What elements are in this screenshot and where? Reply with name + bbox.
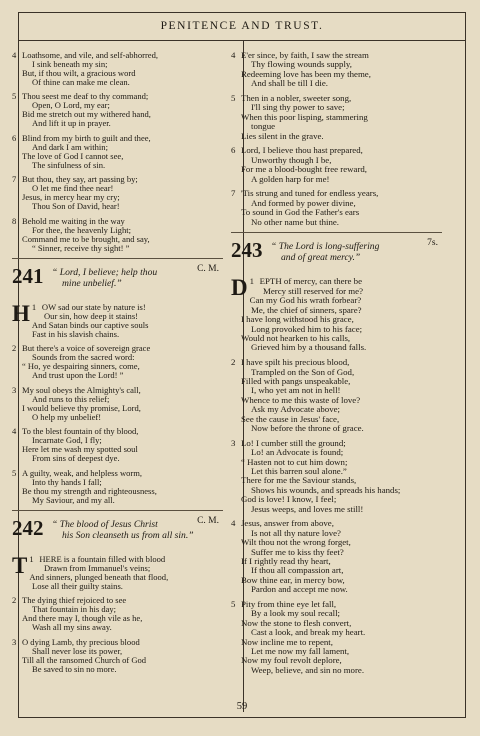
verse-text: I, who yet am not in hell! <box>251 385 341 396</box>
verse-text: And shall be till I die. <box>251 78 328 89</box>
verse-text: Shows his wounds, and spreads his hands; <box>251 484 401 495</box>
verse-text: For thee, the heavenly Light; <box>32 224 131 235</box>
verse-line <box>231 132 442 141</box>
verse-text: A guilty, weak, and helpless worm, <box>22 467 143 478</box>
verse-text: Bid me stretch out my withered hand, <box>22 109 151 120</box>
verse-text: That fountain in his day; <box>32 604 117 615</box>
verse-text: Be thou my strength and righteousness, <box>22 485 157 496</box>
hymn-243 <box>231 239 442 675</box>
verse-line <box>12 202 223 211</box>
verse-text: I sink beneath my sin; <box>32 59 108 69</box>
right-continued-stanzas <box>231 51 442 227</box>
hymn-number: 242 <box>12 515 44 540</box>
drop-cap: T <box>12 552 28 578</box>
stanza <box>12 596 223 632</box>
hymn-243-stanzas <box>231 277 442 675</box>
verse-line <box>231 505 442 514</box>
verse-text: And there may I, though vile as he, <box>22 613 143 624</box>
verse-text: Now before the throne of grace. <box>251 422 364 433</box>
verse-text: Till all the ransomed Church of God <box>22 654 147 665</box>
hymn-separator <box>231 232 442 233</box>
page-number: 59 <box>236 701 248 712</box>
stanza <box>231 277 442 352</box>
verse-text: O let me find thee near! <box>32 183 114 194</box>
verse-text: I would believe thy promise, Lord, <box>22 402 141 413</box>
hymn-241 <box>12 265 223 505</box>
verse-text: 'Tis strung and tuned for endless years, <box>241 188 379 199</box>
stanza <box>12 134 223 170</box>
stanza-number: 3 <box>12 636 17 647</box>
verse-text: Trampled on the Son of God, <box>251 366 355 377</box>
hymn-number: 241 <box>12 263 44 288</box>
verse-text: Bow thine ear, in mercy bow, <box>241 574 345 585</box>
stanza-number: 2 <box>12 343 17 354</box>
hymn-subtitle: “ The blood of Jesus Christ his Son cleanseth us from all sin.” <box>52 518 194 541</box>
verse-text: Drawn from Immanuel's veins; <box>44 562 151 573</box>
verse-text: Open, O Lord, my ear; <box>32 100 110 111</box>
verse-text: But thou, they say, art passing by; <box>22 174 138 185</box>
hymn-242-heading <box>12 517 223 551</box>
stanza-number: 1 <box>31 301 37 312</box>
stanza <box>12 469 223 505</box>
verse-text: Jesus weeps, and loves me still! <box>251 503 364 514</box>
verse-text: Lo! an Advocate is found; <box>251 447 344 458</box>
verse-text: Command me to be brought, and say, <box>22 233 150 244</box>
verse-text: tongue <box>251 121 276 132</box>
stanza <box>12 344 223 380</box>
stanza-number: 4 <box>12 426 17 437</box>
verse-text: Grieved him by a thousand falls. <box>251 342 367 353</box>
stanza-number: 5 <box>231 599 236 610</box>
stanza-number: 5 <box>231 93 236 104</box>
hymn-subtitle: “ The Lord is long-suffering and of great mercy.” <box>271 241 380 264</box>
verse-text: Our sin, how deep it stains! <box>44 310 139 321</box>
verse-text: Of thine can make me clean. <box>32 77 130 87</box>
verse-text: Then in a nobler, sweeter song, <box>241 93 352 104</box>
verse-line <box>231 666 442 675</box>
stanza-number: 2 <box>12 595 17 606</box>
verse-text: Behold me waiting in the way <box>22 215 125 226</box>
verse-line <box>12 413 223 422</box>
verse-text: Filled with pangs unspeakable, <box>241 375 351 386</box>
verse-text: The dying thief rejoiced to see <box>22 595 127 606</box>
page-header <box>19 13 465 41</box>
verse-text: When this poor lisping, stammering <box>241 111 368 122</box>
verse-text: And dark I am within; <box>32 141 108 152</box>
verse-text: E'er since, by faith, I saw the stream <box>241 50 369 60</box>
verse-line <box>12 454 223 463</box>
verse-text: Blind from my birth to guilt and thee, <box>22 132 151 143</box>
verse-text: If thou all compassion art, <box>251 565 344 576</box>
verse-text: Here let me wash my spotted soul <box>22 444 138 455</box>
stanza-number: 6 <box>231 145 236 156</box>
verse-text: My Saviour, and my all. <box>32 494 115 505</box>
verse-text: O help my unbelief! <box>32 411 102 422</box>
stanza-number: 7 <box>12 174 17 185</box>
verse-line <box>12 371 223 380</box>
verse-text: Cast a look, and break my heart. <box>251 627 366 638</box>
verse-text: Thy flowing wounds supply, <box>251 59 352 70</box>
stanza <box>231 146 442 184</box>
verse-text: A golden harp for me! <box>251 173 330 184</box>
stanza-number: 1 <box>249 276 255 287</box>
verse-text: The sinfulness of sin. <box>32 159 106 170</box>
verse-text: But, if thou wilt, a gracious word <box>22 68 136 78</box>
hymn-242-stanzas <box>12 552 223 674</box>
stanza <box>231 439 442 514</box>
stanza <box>12 217 223 253</box>
verse-text: There for me the Saviour stands, <box>241 475 357 486</box>
verse-text: Sounds from the sacred word: <box>32 352 135 363</box>
stanza <box>12 175 223 211</box>
verse-text: Into thy hands I fall; <box>32 476 102 487</box>
verse-text: OW sad our state by nature is! <box>41 301 146 312</box>
stanza-number: 5 <box>12 467 17 478</box>
verse-text: To sound in God the Father's ears <box>241 207 360 218</box>
hymn-number: 243 <box>231 238 263 263</box>
verse-line <box>12 496 223 505</box>
stanza-number: 3 <box>12 384 17 395</box>
verse-text: EPTH of mercy, can there be <box>259 276 363 287</box>
verse-text: “ Hasten not to cut him down; <box>241 456 348 467</box>
hymn-241-heading <box>12 265 223 299</box>
hymn-separator <box>12 258 223 259</box>
verse-text: Let me now my fall lament, <box>251 646 350 657</box>
hymn-242 <box>12 517 223 674</box>
verse-text: Unworthy though I be, <box>251 154 332 165</box>
stanza <box>12 386 223 422</box>
verse-text: No other name but thine. <box>251 216 340 227</box>
verse-text: Now the stone to flesh convert, <box>241 617 352 628</box>
verse-text: I'll sing thy power to save; <box>251 102 345 113</box>
verse-text: My soul obeys the Almighty's call, <box>22 384 141 395</box>
verse-line <box>12 244 223 253</box>
stanza-number: 7 <box>231 188 236 199</box>
verse-text: To the blest fountain of thy blood, <box>22 426 139 437</box>
verse-text: And trust upon the Lord! ” <box>32 370 124 381</box>
verse-text: Whence to me this waste of love? <box>241 394 361 405</box>
stanza <box>12 51 223 87</box>
verse-text: HERE is a fountain filled with blood <box>39 553 166 564</box>
stanza-number: 5 <box>12 91 17 102</box>
verse-text: See the cause in Jesus' face, <box>241 413 340 424</box>
verse-text: And lift it up in prayer. <box>32 118 111 129</box>
verse-text: Me, the chief of sinners, spare? <box>251 304 362 315</box>
stanza-number: 8 <box>12 215 17 226</box>
verse-text: And sinners, plunged beneath that flood, <box>29 571 169 582</box>
verse-text: Let this barren soul alone.” <box>251 465 347 476</box>
verse-text: Ask my Advocate above; <box>251 404 340 415</box>
hymn-separator <box>12 510 223 511</box>
section-title: PENITENCE AND TRUST. <box>160 20 324 32</box>
verse-line <box>12 161 223 170</box>
verse-text: “ Ho, ye despairing sinners, come, <box>22 361 140 372</box>
left-continued-stanzas <box>12 51 223 253</box>
verse-text: “ Sinner, receive thy sight! ” <box>32 242 130 253</box>
stanza <box>12 638 223 674</box>
stanza <box>12 552 223 591</box>
verse-text: Lord, I believe thou hast prepared, <box>241 145 363 156</box>
verse-line <box>12 582 223 591</box>
verse-text: Pity from thine eye let fall, <box>241 599 337 610</box>
hymn-243-heading <box>231 239 442 273</box>
stanza <box>12 427 223 463</box>
verse-text: Would not hearken to his calls, <box>241 332 351 343</box>
verse-text: Fast in his slavish chains. <box>32 328 120 339</box>
verse-text: And formed by power divine, <box>251 197 356 208</box>
verse-text: Wash all my sins away. <box>32 622 112 633</box>
verse-line <box>231 175 442 184</box>
verse-text: If I rightly read thy heart, <box>241 556 331 567</box>
hymn-subtitle: “ Lord, I believe; help thou mine unbelief.” <box>52 266 158 289</box>
verse-line <box>12 119 223 128</box>
verse-text: Pardon and accept me now. <box>251 584 348 595</box>
verse-text: Is not all thy nature love? <box>251 527 341 538</box>
verse-text: O dying Lamb, thy precious blood <box>22 636 140 647</box>
verse-line <box>231 343 442 352</box>
stanza-number: 2 <box>231 357 236 368</box>
verse-text: The love of God I cannot see, <box>22 150 124 161</box>
stanza <box>12 92 223 128</box>
verse-text: Shall never lose its power, <box>32 645 123 656</box>
stanza-number: 3 <box>231 437 236 448</box>
verse-text: Incarnate God, I fly; <box>32 435 102 446</box>
stanza <box>231 51 442 89</box>
verse-line <box>12 330 223 339</box>
stanza <box>231 189 442 227</box>
verse-line <box>231 585 442 594</box>
verse-text: Jesus, in mercy hear my cry; <box>22 192 120 203</box>
hymn-241-stanzas <box>12 300 223 505</box>
verse-line <box>231 218 442 227</box>
verse-text: Now incline me to repent, <box>241 636 333 647</box>
stanza-number: 6 <box>12 132 17 143</box>
verse-text: God is love! I know, I feel; <box>241 494 337 505</box>
verse-text: Jesus, answer from above, <box>241 518 334 529</box>
verse-text: Thou seest me deaf to thy command; <box>22 91 149 102</box>
verse-text: Lo! I cumber still the ground; <box>241 437 346 448</box>
verse-text: Suffer me to kiss thy feet? <box>251 546 344 557</box>
verse-text: Redeeming love has been my theme, <box>241 68 371 79</box>
hymn-meter: 7s. <box>427 238 438 249</box>
verse-text: Thou Son of David, hear! <box>32 201 120 212</box>
stanza <box>231 94 442 141</box>
verse-line <box>12 665 223 674</box>
verse-text: Lies silent in the grave. <box>241 130 324 141</box>
verse-text: Be saved to sin no more. <box>32 663 117 674</box>
verse-text: But there's a voice of sovereign grace <box>22 343 151 354</box>
stanza <box>12 300 223 339</box>
left-column <box>12 51 223 679</box>
verse-text: Long provoked him to his face; <box>251 323 363 334</box>
verse-text: And Satan binds our captive souls <box>31 319 149 330</box>
stanza <box>231 519 442 594</box>
verse-text: And runs to this relief; <box>32 393 110 404</box>
verse-text: By a look my soul recall; <box>251 608 341 619</box>
hymn-meter: C. M. <box>197 263 219 274</box>
right-column <box>231 51 442 681</box>
verse-text: Can my God his wrath forbear? <box>249 295 362 306</box>
drop-cap: D <box>231 275 248 301</box>
verse-line <box>12 623 223 632</box>
verse-text: Loathsome, and vile, and self-abhorred, <box>22 50 158 60</box>
verse-text: From sins of deepest dye. <box>32 453 120 464</box>
hymn-meter: C. M. <box>197 515 219 526</box>
stanza <box>231 358 442 433</box>
verse-text: I have long withstood his grace, <box>241 314 354 325</box>
verse-line <box>231 424 442 433</box>
verse-text: Weep, believe, and sin no more. <box>251 664 365 675</box>
stanza-number: 1 <box>29 553 34 564</box>
stanza-number: 4 <box>231 518 236 529</box>
verse-text: For me a blood-bought free reward, <box>241 164 368 175</box>
verse-line <box>231 79 442 88</box>
verse-text: Lose all their guilty stains. <box>32 580 123 591</box>
verse-text: I have spilt his precious blood, <box>241 357 350 368</box>
stanza-number: 4 <box>231 50 236 60</box>
verse-text: Now my foul revolt deplore, <box>241 655 342 666</box>
stanza-number: 4 <box>12 50 17 60</box>
drop-cap: H <box>12 300 30 326</box>
verse-text: Mercy still reserved for me? <box>263 285 364 296</box>
stanza <box>231 600 442 675</box>
verse-line <box>12 78 223 87</box>
verse-text: Wilt thou not the wrong forget, <box>241 537 351 548</box>
